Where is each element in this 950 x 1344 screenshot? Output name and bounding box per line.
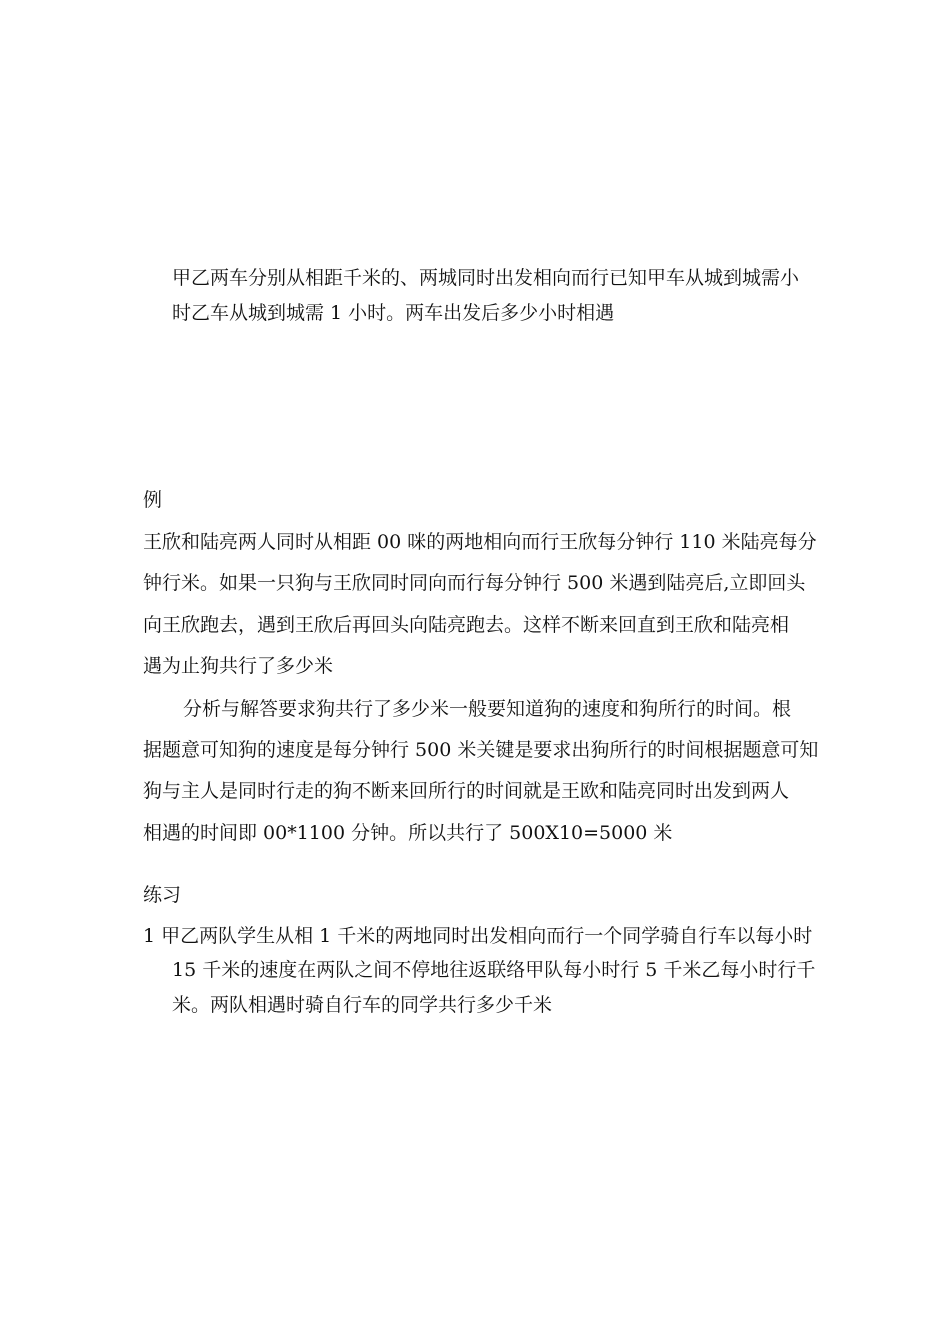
example-line-4: 遇为止狗共行了多少米: [143, 655, 334, 677]
problem-line-1: 甲乙两车分别从相距千米的、两城同时出发相向而行已知甲车从城到城需小: [172, 267, 800, 289]
example-line-2: 钟行米。如果一只狗与王欣同时同向而行每分钟行 500 米遇到陆亮后,立即回头: [143, 572, 806, 594]
practice-line-1: 1 甲乙两队学生从相 1 千米的两地同时出发相向而行一个同学骑自行车以每小时: [143, 925, 813, 947]
analysis-line-2: 据题意可知狗的速度是每分钟行 500 米关键是要求出狗所行的时间根据题意可知: [143, 739, 819, 761]
problem-line-2: 时乙车从城到城需 1 小时。两车出发后多少小时相遇: [172, 302, 615, 324]
analysis-line-3: 狗与主人是同时行走的狗不断来回所行的时间就是王欧和陆亮同时出发到两人: [143, 780, 790, 802]
practice-line-2: 15 千米的速度在两队之间不停地往返联络甲队每小时行 5 千米乙每小时行千: [172, 959, 816, 981]
practice-label: 练习: [143, 884, 182, 906]
analysis-line-4: 相遇的时间即 00*1100 分钟。所以共行了 500X10=5000 米: [143, 822, 673, 844]
practice-line-3: 米。两队相遇时骑自行车的同学共行多少千米: [172, 994, 553, 1016]
example-label: 例: [143, 489, 163, 511]
analysis-line-1: 分析与解答要求狗共行了多少米一般要知道狗的速度和狗所行的时间。根: [183, 698, 792, 720]
example-line-1: 王欣和陆亮两人同时从相距 00 咪的两地相向而行王欣每分钟行 110 米陆亮每分: [143, 531, 817, 553]
example-line-3: 向王欣跑去，遇到王欣后再回头向陆亮跑去。这样不断来回直到王欣和陆亮相: [143, 614, 790, 636]
